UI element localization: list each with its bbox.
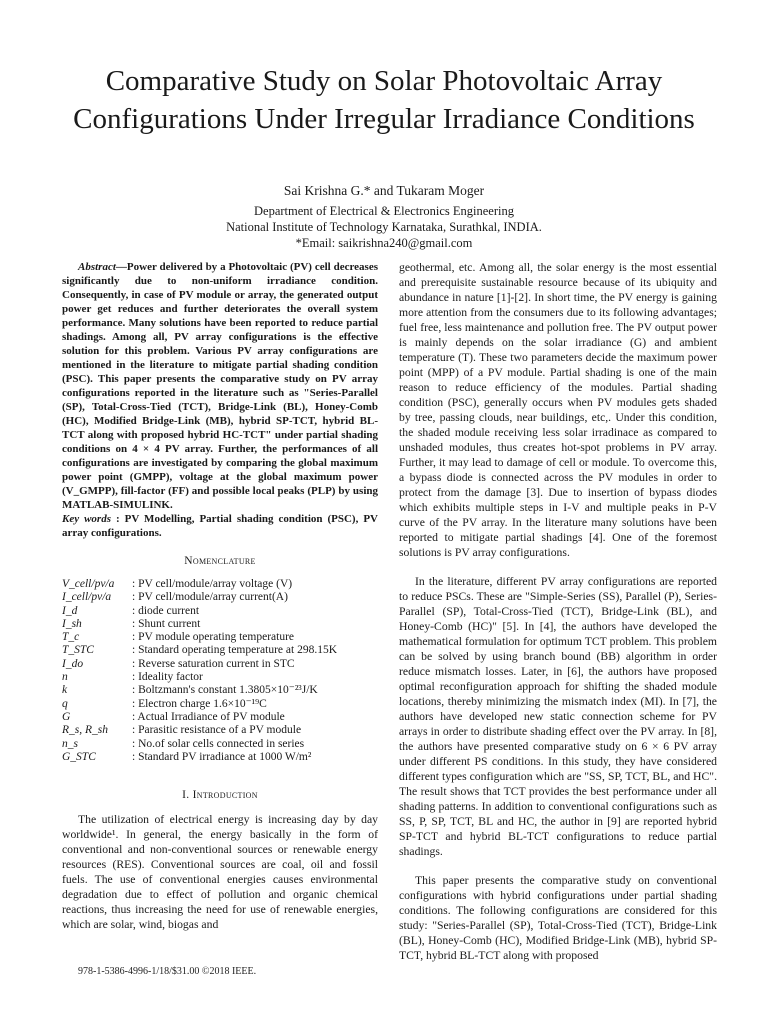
left-column xyxy=(62,260,378,932)
nomenclature-symbol: n xyxy=(62,671,68,684)
nomenclature-symbol: G xyxy=(62,710,71,723)
authors: Sai Krishna G.* and Tukaram Moger xyxy=(283,183,485,198)
table-row xyxy=(62,578,378,591)
paper-title xyxy=(40,62,728,138)
nomenclature-desc: : Ideality factor xyxy=(132,671,203,684)
nomenclature-desc: : Actual Irradiance of PV module xyxy=(132,710,285,723)
nomenclature-symbol: I_sh xyxy=(62,617,82,630)
nomenclature-symbol: I_do xyxy=(62,657,84,670)
nomenclature-symbol: n_s xyxy=(62,737,78,750)
affiliation-institute: National Institute of Technology Karnataka, Surathkal, INDIA. xyxy=(226,220,542,234)
nomenclature-symbol: T_c xyxy=(62,631,80,644)
keywords xyxy=(62,512,378,540)
table-row xyxy=(62,644,378,657)
table-row xyxy=(62,724,378,737)
nomenclature-desc: : diode current xyxy=(132,604,200,617)
nomenclature-symbol: q xyxy=(62,697,68,710)
author-email: *Email: saikrishna240@gmail.com xyxy=(295,236,473,250)
abstract xyxy=(62,260,378,512)
table-row xyxy=(62,658,378,671)
table-row xyxy=(62,618,378,631)
nomenclature-desc: : PV module operating temperature xyxy=(132,631,295,644)
right-paragraph-2: In the literature, different PV array configurations are reported to reduce PSCs. These are "Simple-Series (SS), Parallel (P), Series-Parallel (SP), Total-Cross-Tied (TCT), Bridge-Link (BL), and Honey-Comb (HC)" [5]. In [4], the authors have developed the mathematical formulation for optimum TCT problem. This problem can be solved by using branch bound (BB) algorithm in order reduce mismatch losses. Later, in [6], the authors have proposed optimal reconfiguration approach for shifting the shaded module locations, thereby minimizing the mismatch index (MI). In [7], the authors have developed new static connection scheme for PV arrays in order to distribute shading effect over the PV array. In [8], the authors have presented comparative study on 6 × 6 PV array under different PS conditions. In this study, they have considered different types configuration which are "SS, SP, TCT, BL, and HC". The result shows that TCT provides the best performance under all shading patterns. In addition to conventional configurations such as SS, P, SP, TCT, BL and HC, the author in [9] are reported hybrid SP-TCT and hybrid BL-TCT configurations to reduce partial shadings. xyxy=(399,575,717,858)
table-row xyxy=(62,684,378,697)
table-row xyxy=(62,631,378,644)
nomenclature-desc: : Reverse saturation current in STC xyxy=(132,657,295,670)
nomenclature-symbol: I_d xyxy=(62,604,78,617)
right-column xyxy=(399,260,717,963)
nomenclature-symbol: T_STC xyxy=(62,644,94,657)
nomenclature-symbol: I_cell/pv/a xyxy=(62,591,112,604)
table-row xyxy=(62,711,378,724)
nomenclature-table xyxy=(62,578,378,764)
nomenclature-desc: : Electron charge 1.6×10⁻¹⁹C xyxy=(132,697,267,710)
keywords-text: : PV Modelling, Partial shading condition (PSC), PV array configurations. xyxy=(62,513,378,539)
nomenclature-desc: : PV cell/module/array current(A) xyxy=(132,591,288,604)
nomenclature-desc: : Boltzmann's constant 1.3805×10⁻²³J/K xyxy=(132,684,318,697)
keywords-label: Key words xyxy=(62,513,111,525)
table-row xyxy=(62,671,378,684)
nomenclature-desc: : No.of solar cells connected in series xyxy=(132,737,305,750)
table-row xyxy=(62,605,378,618)
table-row xyxy=(62,698,378,711)
nomenclature-heading: Nomenclature xyxy=(184,555,256,567)
nomenclature-symbol: R_s, R_sh xyxy=(62,724,108,737)
table-row xyxy=(62,751,378,764)
nomenclature-desc: : Standard operating temperature at 298.15K xyxy=(132,644,338,657)
title-line-1: Comparative Study on Solar Photovoltaic Array xyxy=(105,65,663,97)
abstract-text: —Power delivered by a Photovoltaic (PV) cell decreases significantly due to non-uniform irradiance condition. Consequently, in case of PV module or array, the generated output power get reduces and further deteriorates the overall system performance. Many solutions have been reported to reduce partial shadings. Among all, PV array configurations is the effective solution for this problem. Various PV array configurations are mentioned in the literature to mitigate partial shading condition (PSC). This paper presents the comparative study on PV array configurations reported in the literature such as "Series-Parallel (SP), Total-Cross-Tied (TCT), Bridge-Link (BL), Honey-Comb (HC), Modified Bridge-Link (MB), hybrid SP-TCT, hybrid BL-TCT along with proposed hybrid HC-TCT" under partial shading conditions on 4 × 4 PV array. Further, the performances of all configurations are investigated by comparing the global maximum power point (GMPP), voltage at the global maximum power (V_GMPP), fill-factor (FF) and possible local peaks (PLP) by using MATLAB-SIMULINK. xyxy=(62,261,378,511)
title-line-2: Configurations Under Irregular Irradiance Conditions xyxy=(73,103,695,135)
table-row xyxy=(62,591,378,604)
abstract-label: Abstract xyxy=(78,261,116,273)
nomenclature-desc: : Parasitic resistance of a PV module xyxy=(132,724,302,737)
nomenclature-symbol: k xyxy=(62,684,68,697)
nomenclature-symbol: G_STC xyxy=(62,750,96,763)
nomenclature-desc: : Shunt current xyxy=(132,617,201,630)
introduction-paragraph: The utilization of electrical energy is increasing day by day worldwide¹. In general, the energy basically in the form of conventional and non-conventional sources or renewable energy resources (RES). Conventional sources are coal, oil and fossil fuels. The use of conventional energies causes environmental degradation due to effect of pollution and organic chemical reactions, thus increasing the need for use of renewable energies, which are solar, wind, biogas and xyxy=(62,813,378,932)
nomenclature-symbol: V_cell/pv/a xyxy=(62,578,115,590)
nomenclature-desc: : Standard PV irradiance at 1000 W/m² xyxy=(132,750,312,763)
copyright-footer: 978-1-5386-4996-1/18/$31.00 ©2018 IEEE. xyxy=(78,966,257,977)
right-paragraph-1: geothermal, etc. Among all, the solar energy is the most essential and prerequisite sustainable resource because of its ubiquity and abundance in nature [1]-[2]. In short time, the PV energy is gaining more attention from the consumers due to its following advantages; fuel free, less maintenance and pollution free. The PV output power is mainly depends on the solar irradiance (G) and ambient temperature (T). These two parameters decide the maximum power point (MPP) of a PV module. Partial shading is one of the main reason to reduce efficiency of the modules. Partial shading condition (PSC), generally occurs when PV modules gets shaded by tree, passing clouds, near buildings, etc,. Under this condition, the shaded module receiving less solar irradinace as compared to unshaded modules, thus creates hot-spot problems in PV array. Further, it may lead to damage of cell or module. To overcome this, a bypass diode is connected across the PV modules in order to protect from the damage [3]. Due to insertion of bypass diodes which exhibits multiple steps in I-V and multiple peaks in P-V curve of the PV array. In the literature many solutions have been reported to mitigate partial shadings [4]. One of the foremost solutions is PV array configurations. xyxy=(399,261,717,559)
introduction-heading: I. Introduction xyxy=(182,789,258,802)
affiliation-department: Department of Electrical & Electronics Engineering xyxy=(254,204,514,218)
right-paragraph-3: This paper presents the comparative study on conventional configurations with hybrid configurations under partial shading conditions. The following configurations are considered for this study: "Series-Parallel (SP), Total-Cross-Tied (TCT), Bridge-Link (BL), Honey-Comb (HC), Modified Bridge-Link (MB), hybrid SP-TCT, hybrid BL-TCT along with proposed xyxy=(399,874,717,962)
table-row xyxy=(62,738,378,751)
nomenclature-desc: : PV cell/module/array voltage (V) xyxy=(132,578,293,590)
